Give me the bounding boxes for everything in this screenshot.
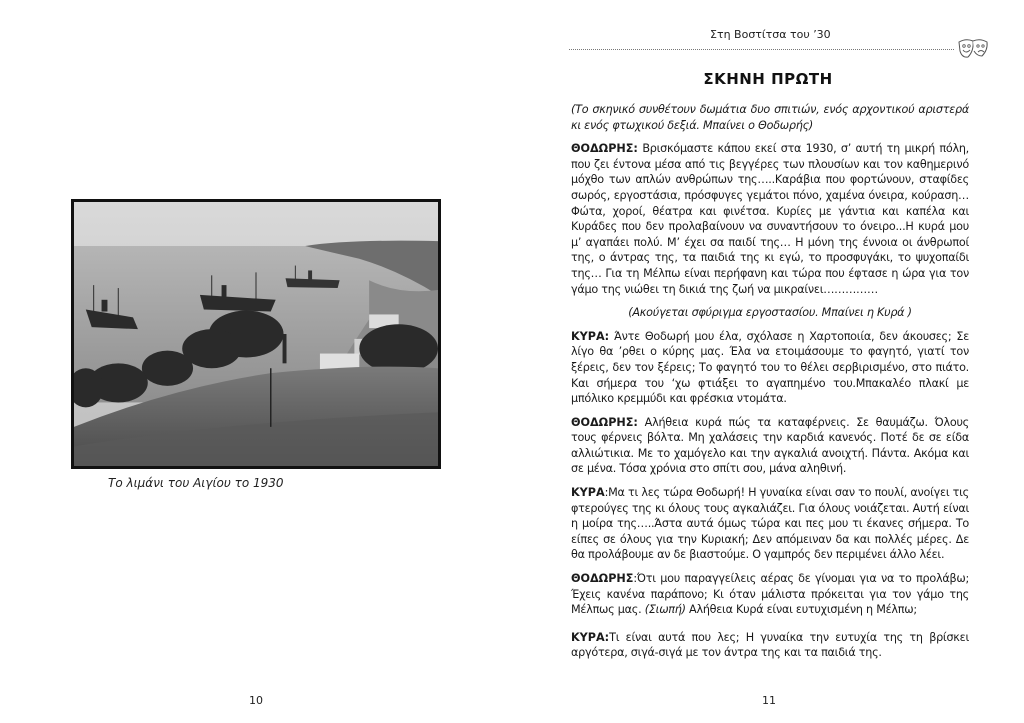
dialogue-text: :Ότι μου παραγγείλεις αέρας δε γίνομαι για να το προλάβω; Έχεις κανένα παράπονο; Κι όταν μάλιστα πρόκειται για τον γάμο της Μέλπως μας. <box>571 572 969 617</box>
speaker-name: ΘΟΔΩΡΗΣ: <box>571 415 638 429</box>
speaker-name: ΘΟΔΩΡΗΣ <box>571 572 634 586</box>
play-text-column <box>571 102 969 669</box>
scene-title: ΣΚΗΝΗ ΠΡΩΤΗ <box>703 70 833 88</box>
page-number: 11 <box>762 694 776 707</box>
dialogue-block <box>571 329 969 407</box>
dialogue-text: Τι είναι αυτά που λες; Η γυναίκα την ευτυχία της τη βρίσκει αργότερα, σιγά-σιγά με τον άντρα της και τα παιδιά της. <box>571 630 969 660</box>
stage-direction: (Ακούγεται σφύριγμα εργοστασίου. Μπαίνει η Κυρά ) <box>628 306 912 320</box>
dialogue-block <box>571 571 969 618</box>
stage-direction-inline: (Σιωπή) <box>644 603 686 617</box>
dialogue-block <box>571 630 969 661</box>
harbor-photo-illustration <box>74 202 438 466</box>
header-dotted-rule <box>569 49 954 50</box>
dialogue-block <box>571 141 969 297</box>
speaker-name: ΚΥΡΑ <box>571 486 605 500</box>
dialogue-text: Άντε Θοδωρή μου έλα, σχόλασε η Χαρτοποιία, δεν άκουσες; Σε λίγο θα ’ρθει ο κύρης μας. Έλα να ετοιμάσουμε το φαγητό, γιατί τον ξέρεις, δεν τον ξέρεις; Το φαγητό του το θέλει σερβιρισμένο, στο πιάτο. Και σήμερα του ‘χω φτιάξει το αγαπημένο του.Μπακαλέο πλακί με μπόλικο κρεμμύδι και φρέσκια ντομάτα. <box>571 329 969 406</box>
dialogue-text: Αλήθεια Κυρά είναι ευτυχισμένη η Μέλπω; <box>685 603 917 617</box>
opening-stage-direction: (Το σκηνικό συνθέτουν δωμάτια δυο σπιτιών, ενός αρχοντικού αριστερά κι ενός φτωχικού δεξιά. Μπαίνει ο Θοδωρής) <box>571 103 969 132</box>
dialogue-block <box>571 415 969 477</box>
photo-caption: Το λιμάνι του Αιγίου το 1930 <box>108 476 284 490</box>
speaker-name: ΚΥΡΑ: <box>571 630 610 644</box>
speaker-name: ΚΥΡΑ: <box>571 329 610 343</box>
speaker-name: ΘΟΔΩΡΗΣ: <box>571 142 638 156</box>
right-page <box>512 0 1024 723</box>
dialogue-text: :Μα τι λες τώρα Θοδωρή! Η γυναίκα είναι σαν το πουλί, ανοίγει τις φτερούγες της κι όλους τους αγκαλιάζει. Για όλους νοιάζεται. Αυτή είναι η μοίρα της…..Άστα αυτά όμως τώρα και πες μου τι έκανες σήμερα. Το είπες σε όλους για την Κυριακή; Δεν απόμειναν δα και πολλές μέρες. Δε θα προλάβουμε αν δε βιαστούμε. Ο γαμπρός δεν περιμένει άλλο λέει. <box>571 486 969 562</box>
dialogue-block <box>571 485 969 563</box>
running-head: Στη Βοστίτσα του ’30 <box>710 28 831 41</box>
dialogue-text: Βρισκόμαστε κάπου εκεί στα 1930, σ’ αυτή τη μικρή πόλη, που ζει έντονα μέσα από τις βεγγέρες των πλουσίων και τον καθημερινό μόχθο των απλών ανθρώπων της…..Καράβια που φορτώνουν, σταφίδες σωρός, εργοστάσια, πρόσφυγες γεμάτοι πόνο, χαμένα όνειρα, κούραση…Φώτα, χοροί, θέατρα και φινέτσα. Κυρίες με γάντια και καπέλα και Κυράδες που δεν προλαβαίνουν να συναντήσουν το όνειρο...Η κυρά μου μ’ αγαπάει πολύ. Μ’ έχει σα παιδί της… Η μόνη της έννοια οι άνθρωποί της, ο άντρας της, τα παιδιά της κι εγώ, το προσφυγάκι, το ψυχοπαίδι της… Για τη Μέλπω είναι περήφανη και τώρα που έφτασε η ώρα για τον γάμο της νιώθει τη δικιά της ζωή να μικραίνει…………… <box>571 142 969 296</box>
page-number: 10 <box>249 694 263 707</box>
dialogue-text: Αλήθεια κυρά πώς τα καταφέρνεις. Σε θαυμάζω. Όλους τους φέρνεις βόλτα. Μη χαλάσεις την καρδιά κανενός. Ποτέ δε σε είδα αλλιώτικια. Με το χαμόγελο και την αγκαλιά ανοιχτή. Πάντα. Ακόμα και σε μένα. Τόσα χρόνια στο σπίτι σου, μάνα αληθινή. <box>571 415 969 476</box>
theater-masks-icon <box>956 36 990 62</box>
harbor-photo <box>71 199 441 469</box>
